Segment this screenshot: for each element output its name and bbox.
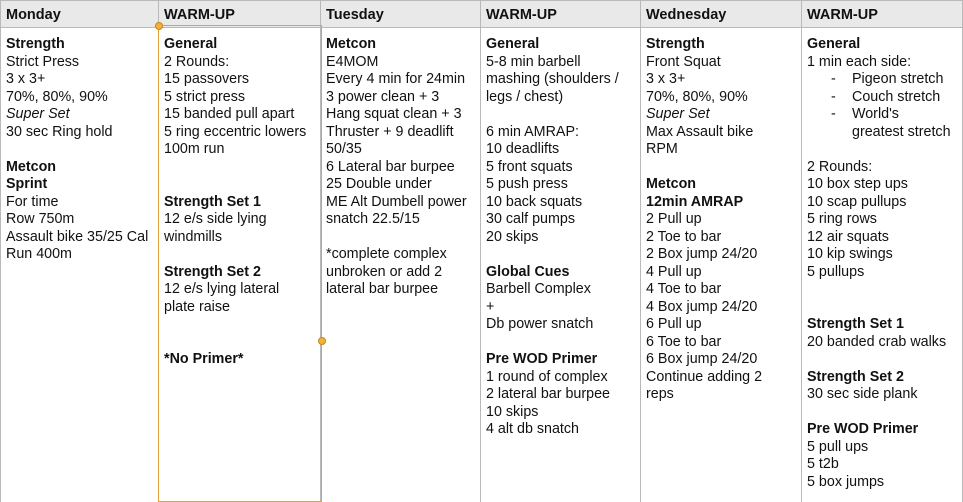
cell-body[interactable] [802, 28, 962, 491]
text-line: mashing (shoulders / [486, 71, 619, 87]
bullet-item [807, 89, 962, 107]
text-line: For time [6, 193, 59, 210]
column-warmup-tuesday [481, 0, 641, 502]
text-line: 10 deadlifts [486, 141, 560, 157]
text-line: 2 Pull up [646, 211, 702, 227]
text-line: 5 ring eccentric lowers [164, 123, 307, 140]
text-line: 1 min each side: [807, 53, 912, 70]
text-line: 5 front squats [486, 158, 573, 175]
text-line: 20 banded crab walks [807, 333, 947, 350]
section-heading: *No Primer* [164, 351, 244, 367]
text-line: 6 min AMRAP: [486, 123, 579, 140]
cell-body[interactable] [159, 28, 320, 369]
text-line: 25 Double under [326, 176, 432, 192]
text-line: Super Set [646, 106, 710, 122]
text-line: 70%, 80%, 90% [6, 88, 108, 105]
text-line: *complete complex [326, 246, 447, 262]
cell-body[interactable] [481, 28, 640, 439]
text-line: Max Assault bike [646, 123, 754, 140]
section-heading: Metcon [646, 176, 697, 192]
text-line: 3 x 3+ [6, 71, 46, 87]
text-line: 12 e/s side lying [164, 211, 267, 227]
bullet-text: - Pigeon stretch [852, 71, 944, 87]
section-heading: Strength Set 2 [164, 263, 261, 280]
section-heading: General [486, 36, 540, 52]
section-heading: Pre WOD Primer [486, 351, 598, 367]
cell-body[interactable] [641, 28, 801, 404]
text-line: 30 sec side plank [807, 386, 918, 402]
text-line: 6 Lateral bar burpee [326, 158, 455, 175]
text-line: snatch 22.5/15 [326, 211, 420, 227]
text-line: lateral bar burpee [326, 281, 439, 297]
blank-line [326, 229, 480, 247]
section-heading: Global Cues [486, 263, 570, 280]
text-line: Super Set [6, 106, 70, 122]
selection-handle-right[interactable] [318, 337, 326, 345]
text-line: windmills [164, 228, 222, 245]
blank-line [646, 159, 801, 177]
text-line: 6 Pull up [646, 316, 702, 332]
text-line: 12 e/s lying lateral [164, 281, 280, 297]
text-line: legs / chest) [486, 88, 564, 105]
bullet-item [807, 106, 962, 124]
text-line: 2 Rounds: [164, 53, 230, 70]
section-heading: Strength Set 2 [807, 368, 904, 385]
blank-line [486, 106, 640, 124]
text-line: 100m run [164, 141, 225, 157]
text-line: 5 strict press [164, 88, 246, 105]
text-line: ME Alt Dumbell power [326, 193, 467, 210]
section-heading: Metcon [326, 36, 377, 52]
text-line: plate raise [164, 298, 230, 315]
text-line: 5 pull ups [807, 438, 869, 455]
text-line: 5-8 min barbell [486, 53, 581, 70]
text-line: 3 power clean + 3 [326, 88, 440, 105]
blank-line [164, 334, 320, 352]
blank-line [164, 159, 320, 177]
cell-body[interactable] [1, 28, 158, 264]
text-line: 5 push press [486, 176, 568, 192]
text-line: 12 air squats [807, 228, 889, 245]
text-line: Thruster + 9 deadlift [326, 123, 454, 140]
blank-line [6, 141, 158, 159]
blank-line [164, 246, 320, 264]
text-line: 2 lateral bar burpee [486, 386, 610, 402]
blank-line [807, 281, 962, 299]
text-line: Assault bike 35/25 Cal [6, 228, 149, 245]
bullet-continuation [807, 124, 962, 142]
text-line: 30 sec Ring hold [6, 123, 113, 140]
text-line: 2 Toe to bar [646, 228, 722, 245]
selection-handle-top[interactable] [155, 22, 163, 30]
column-warmup-monday [159, 0, 321, 502]
text-line: 10 box step ups [807, 176, 908, 192]
text-line: 20 skips [486, 228, 539, 245]
text-line: 50/35 [326, 141, 362, 157]
column-header[interactable]: WARM-UP [802, 0, 962, 28]
column-warmup-wednesday [802, 0, 963, 502]
text-line: 10 scap pullups [807, 193, 907, 210]
text-line: 6 Toe to bar [646, 333, 722, 350]
text-line: 3 x 3+ [646, 71, 686, 87]
text-line: 6 Box jump 24/20 [646, 351, 758, 367]
section-heading: Strength [646, 36, 705, 52]
blank-line [807, 404, 962, 422]
text-line: 10 skips [486, 403, 539, 420]
text-line: unbroken or add 2 [326, 263, 443, 280]
text-line: 10 kip swings [807, 246, 893, 262]
text-line: 2 Rounds: [807, 158, 873, 175]
section-heading: General [164, 36, 218, 52]
text-line: 1 round of complex [486, 368, 608, 385]
text-line: + [486, 298, 495, 315]
text-line: 10 back squats [486, 193, 583, 210]
text-line: Hang squat clean + 3 [326, 106, 462, 122]
blank-line [164, 316, 320, 334]
section-heading: Sprint [6, 176, 48, 192]
text-line: 4 Toe to bar [646, 281, 722, 297]
column-header[interactable]: Monday [1, 0, 158, 28]
blank-line [807, 299, 962, 317]
blank-line [486, 334, 640, 352]
bullet-text: - Couch stretch [852, 88, 941, 105]
blank-line [486, 246, 640, 264]
text-line: 30 calf pumps [486, 211, 576, 227]
blank-line [807, 351, 962, 369]
column-tuesday [321, 0, 481, 502]
text-line: Row 750m [6, 211, 75, 227]
text-line: Strict Press [6, 53, 80, 70]
text-line: Continue adding 2 [646, 368, 763, 385]
column-monday [0, 0, 159, 502]
text-line: Db power snatch [486, 316, 594, 332]
text-line: Barbell Complex [486, 281, 591, 297]
bullet-item [807, 71, 962, 89]
text-line: reps [646, 386, 674, 402]
text-line: 4 Box jump 24/20 [646, 298, 758, 315]
text-line: Run 400m [6, 246, 72, 262]
blank-line [164, 176, 320, 194]
cell-body[interactable] [321, 28, 480, 299]
text-line: 15 passovers [164, 71, 250, 87]
bullet-text: greatest stretch [852, 123, 951, 140]
text-line: 70%, 80%, 90% [646, 88, 748, 105]
blank-line [807, 141, 962, 159]
section-heading: Metcon [6, 158, 57, 175]
text-line: Every 4 min for 24min [326, 71, 466, 87]
text-line: 15 banded pull apart [164, 106, 295, 122]
column-header[interactable]: WARM-UP [159, 0, 320, 28]
text-line: 5 ring rows [807, 211, 877, 227]
text-line: 4 Pull up [646, 263, 702, 280]
text-line: 2 Box jump 24/20 [646, 246, 758, 262]
text-line: 5 box jumps [807, 473, 885, 490]
section-heading: Strength Set 1 [164, 193, 261, 210]
text-line: Front Squat [646, 53, 721, 70]
text-line: 5 t2b [807, 456, 839, 472]
section-heading: General [807, 36, 861, 52]
section-heading: Pre WOD Primer [807, 421, 919, 437]
column-header[interactable]: Wednesday [641, 0, 801, 28]
column-header[interactable]: WARM-UP [481, 0, 640, 28]
column-wednesday [641, 0, 802, 502]
text-line: E4MOM [326, 53, 379, 70]
column-header[interactable]: Tuesday [321, 0, 480, 28]
bullet-text: - World's [852, 106, 899, 122]
section-heading: Strength Set 1 [807, 316, 904, 332]
section-heading: Strength [6, 36, 65, 52]
text-line: 4 alt db snatch [486, 421, 579, 437]
text-line: 5 pullups [807, 263, 865, 280]
section-heading: 12min AMRAP [646, 193, 744, 210]
text-line: RPM [646, 141, 678, 157]
